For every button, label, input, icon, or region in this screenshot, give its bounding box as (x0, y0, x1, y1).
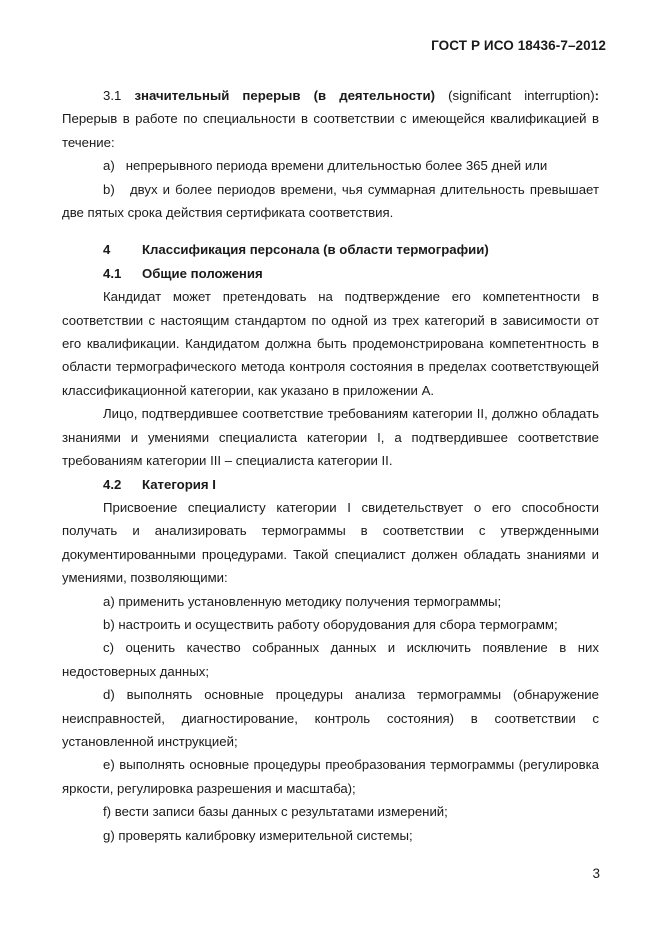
page-number: 3 (592, 866, 600, 881)
list-item (62, 154, 599, 177)
list-item (62, 178, 599, 225)
section-title: Общие положения (142, 265, 263, 281)
paragraph: Присвоение специалисту категории I свидетельствует о его способности получать и анализировать термограммы в соответствии с утвержденными документированными процедурами. Такой специалист должен обладать знаниями и умениями, позволяющими: (62, 499, 599, 586)
clause-definition: Перерыв в работе по специальности в соответствии с имеющейся квалификацией в течение: (62, 111, 599, 150)
section-heading-4-2 (62, 473, 599, 496)
list-item: e) выполнять основные процедуры преобразования термограммы (регулировка яркости, регулировка разрешения и масштаба); (62, 757, 599, 796)
list-item: g) проверять калибровку измерительной системы; (103, 827, 413, 843)
section-heading-4 (62, 238, 599, 261)
clause-term: значительный перерыв (в деятельности) (134, 88, 436, 103)
list-text: двух и более периодов времени, чья суммарная длительность превышает две пятых срока действия сертификата соответствия. (62, 181, 599, 221)
list-marker: b) (103, 181, 115, 197)
section-title: Категория I (142, 476, 216, 492)
clause-3-1 (62, 84, 599, 154)
clause-english-term: (significant interruption) (448, 88, 595, 103)
section-number: 4.2 (103, 476, 122, 492)
document-body (62, 84, 599, 847)
section-number: 4 (103, 242, 111, 258)
list-text: непрерывного периода времени длительностью более 365 дней или (125, 158, 548, 174)
clause-number: 3.1 (103, 88, 122, 103)
section-heading-4-1 (62, 262, 599, 285)
section-number: 4.1 (103, 265, 122, 281)
paragraph: Лицо, подтвердившее соответствие требованиям категории II, должно обладать знаниями и умениями специалиста категории I, а подтвердившее соответствие требованиям категории III – специалиста категории II. (62, 406, 599, 469)
list-marker: a) (103, 158, 115, 174)
standard-header: ГОСТ Р ИСО 18436-7–2012 (431, 38, 606, 53)
list-item: c) оценить качество собранных данных и исключить появление в них недостоверных данных; (62, 640, 599, 679)
list-item: d) выполнять основные процедуры анализа термограммы (обнаружение неисправностей, диагностирование, контроль состояния) в соответствии с установленной инструкцией; (62, 687, 599, 749)
section-title: Классификация персонала (в области термографии) (142, 242, 489, 258)
clause-colon: : (594, 88, 599, 103)
list-item: f) вести записи базы данных с результатами измерений; (103, 804, 448, 820)
list-item: a) применить установленную методику получения термограммы; (103, 593, 502, 609)
list-item: b) настроить и осуществить работу оборудования для сбора термограмм; (103, 616, 558, 632)
paragraph: Кандидат может претендовать на подтверждение его компетентности в соответствии с настоящим стандартом по одной из трех категорий в зависимости от его квалификации. Кандидатом должна быть продемонстрирована компетентность в области термографического метода контроля состояния в пределах соответствующей классификационной категории, как указано в приложении А. (62, 289, 599, 398)
section-spacer (62, 224, 599, 238)
